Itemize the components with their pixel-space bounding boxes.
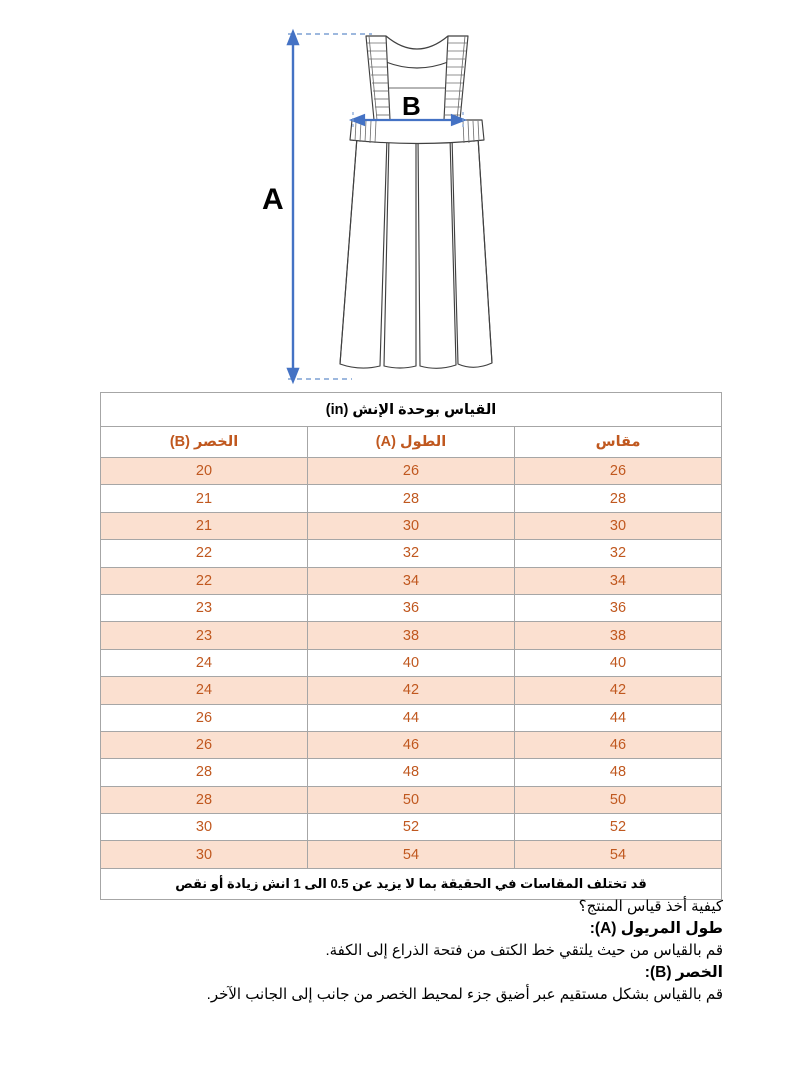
- table-row: [101, 649, 722, 676]
- dimension-label-a: A: [262, 183, 284, 216]
- cell-length: 40: [308, 649, 515, 676]
- size-chart-table-container: [100, 392, 722, 900]
- cell-waist: 28: [101, 786, 308, 813]
- table-row: [101, 540, 722, 567]
- cell-size: 32: [515, 540, 722, 567]
- table-title-row: [101, 393, 722, 427]
- table-row: [101, 622, 722, 649]
- cell-length: 28: [308, 485, 515, 512]
- cell-size: 26: [515, 458, 722, 485]
- cell-size: 48: [515, 759, 722, 786]
- cell-waist: 20: [101, 458, 308, 485]
- cell-waist: 22: [101, 540, 308, 567]
- cell-waist: 23: [101, 594, 308, 621]
- cell-size: 40: [515, 649, 722, 676]
- dress-outline: [340, 36, 492, 368]
- cell-size: 28: [515, 485, 722, 512]
- table-row: [101, 704, 722, 731]
- cell-length: 32: [308, 540, 515, 567]
- cell-length: 36: [308, 594, 515, 621]
- table-title-unit: (in): [325, 401, 349, 418]
- instructions-question: كيفية أخذ قياس المنتج؟: [578, 898, 723, 915]
- instruction-a-text: قم بالقياس من حيث يلتقي خط الكتف من فتحة الذراع إلى الكفة.: [325, 942, 723, 959]
- column-header-size: مقاس: [515, 427, 722, 458]
- cell-size: 34: [515, 567, 722, 594]
- table-note-row: [101, 868, 722, 899]
- cell-length: 26: [308, 458, 515, 485]
- cell-waist: 21: [101, 485, 308, 512]
- cell-length: 50: [308, 786, 515, 813]
- cell-size: 44: [515, 704, 722, 731]
- instruction-a-title: طول المريول (A):: [589, 920, 723, 937]
- measurement-arrow-a: [288, 32, 298, 381]
- garment-illustration-svg: [0, 0, 800, 392]
- cell-length: 38: [308, 622, 515, 649]
- table-row: [101, 512, 722, 539]
- cell-length: 34: [308, 567, 515, 594]
- table-row: [101, 786, 722, 813]
- cell-waist: 30: [101, 841, 308, 868]
- cell-length: 52: [308, 814, 515, 841]
- column-header-waist: الخصر (B): [101, 427, 308, 458]
- garment-diagram: [0, 0, 800, 392]
- cell-size: 52: [515, 814, 722, 841]
- cell-waist: 24: [101, 649, 308, 676]
- table-row: [101, 759, 722, 786]
- cell-length: 48: [308, 759, 515, 786]
- dimension-label-b: B: [402, 91, 421, 121]
- column-header-length: الطول (A): [308, 427, 515, 458]
- table-row: [101, 731, 722, 758]
- cell-size: 54: [515, 841, 722, 868]
- cell-waist: 24: [101, 677, 308, 704]
- cell-waist: 26: [101, 731, 308, 758]
- cell-length: 44: [308, 704, 515, 731]
- cell-waist: 23: [101, 622, 308, 649]
- table-header-row: [101, 427, 722, 458]
- table-row: [101, 485, 722, 512]
- cell-waist: 30: [101, 814, 308, 841]
- table-row: [101, 677, 722, 704]
- table-title-cell: [101, 393, 722, 427]
- table-row: [101, 567, 722, 594]
- cell-size: 36: [515, 594, 722, 621]
- cell-length: 42: [308, 677, 515, 704]
- cell-length: 30: [308, 512, 515, 539]
- cell-size: 50: [515, 786, 722, 813]
- cell-size: 38: [515, 622, 722, 649]
- size-chart-table: [100, 392, 722, 900]
- table-row: [101, 458, 722, 485]
- cell-waist: 21: [101, 512, 308, 539]
- instruction-b-text: قم بالقياس بشكل مستقيم عبر أضيق جزء لمحيط الخصر من جانب إلى الجانب الآخر.: [206, 986, 723, 1003]
- instruction-b-title: الخصر (B):: [644, 964, 723, 981]
- tolerance-note: قد تختلف المقاسات في الحقيقة بما لا يزيد عن 0.5 الى 1 انش زيادة أو نقص: [101, 868, 722, 899]
- cell-size: 46: [515, 731, 722, 758]
- cell-waist: 22: [101, 567, 308, 594]
- measurement-instructions: [100, 896, 723, 1006]
- table-title-text: القياس بوحدة الإنش: [352, 401, 497, 418]
- cell-length: 46: [308, 731, 515, 758]
- cell-waist: 26: [101, 704, 308, 731]
- cell-size: 42: [515, 677, 722, 704]
- table-row: [101, 841, 722, 868]
- cell-length: 54: [308, 841, 515, 868]
- table-row: [101, 594, 722, 621]
- cell-size: 30: [515, 512, 722, 539]
- cell-waist: 28: [101, 759, 308, 786]
- table-row: [101, 814, 722, 841]
